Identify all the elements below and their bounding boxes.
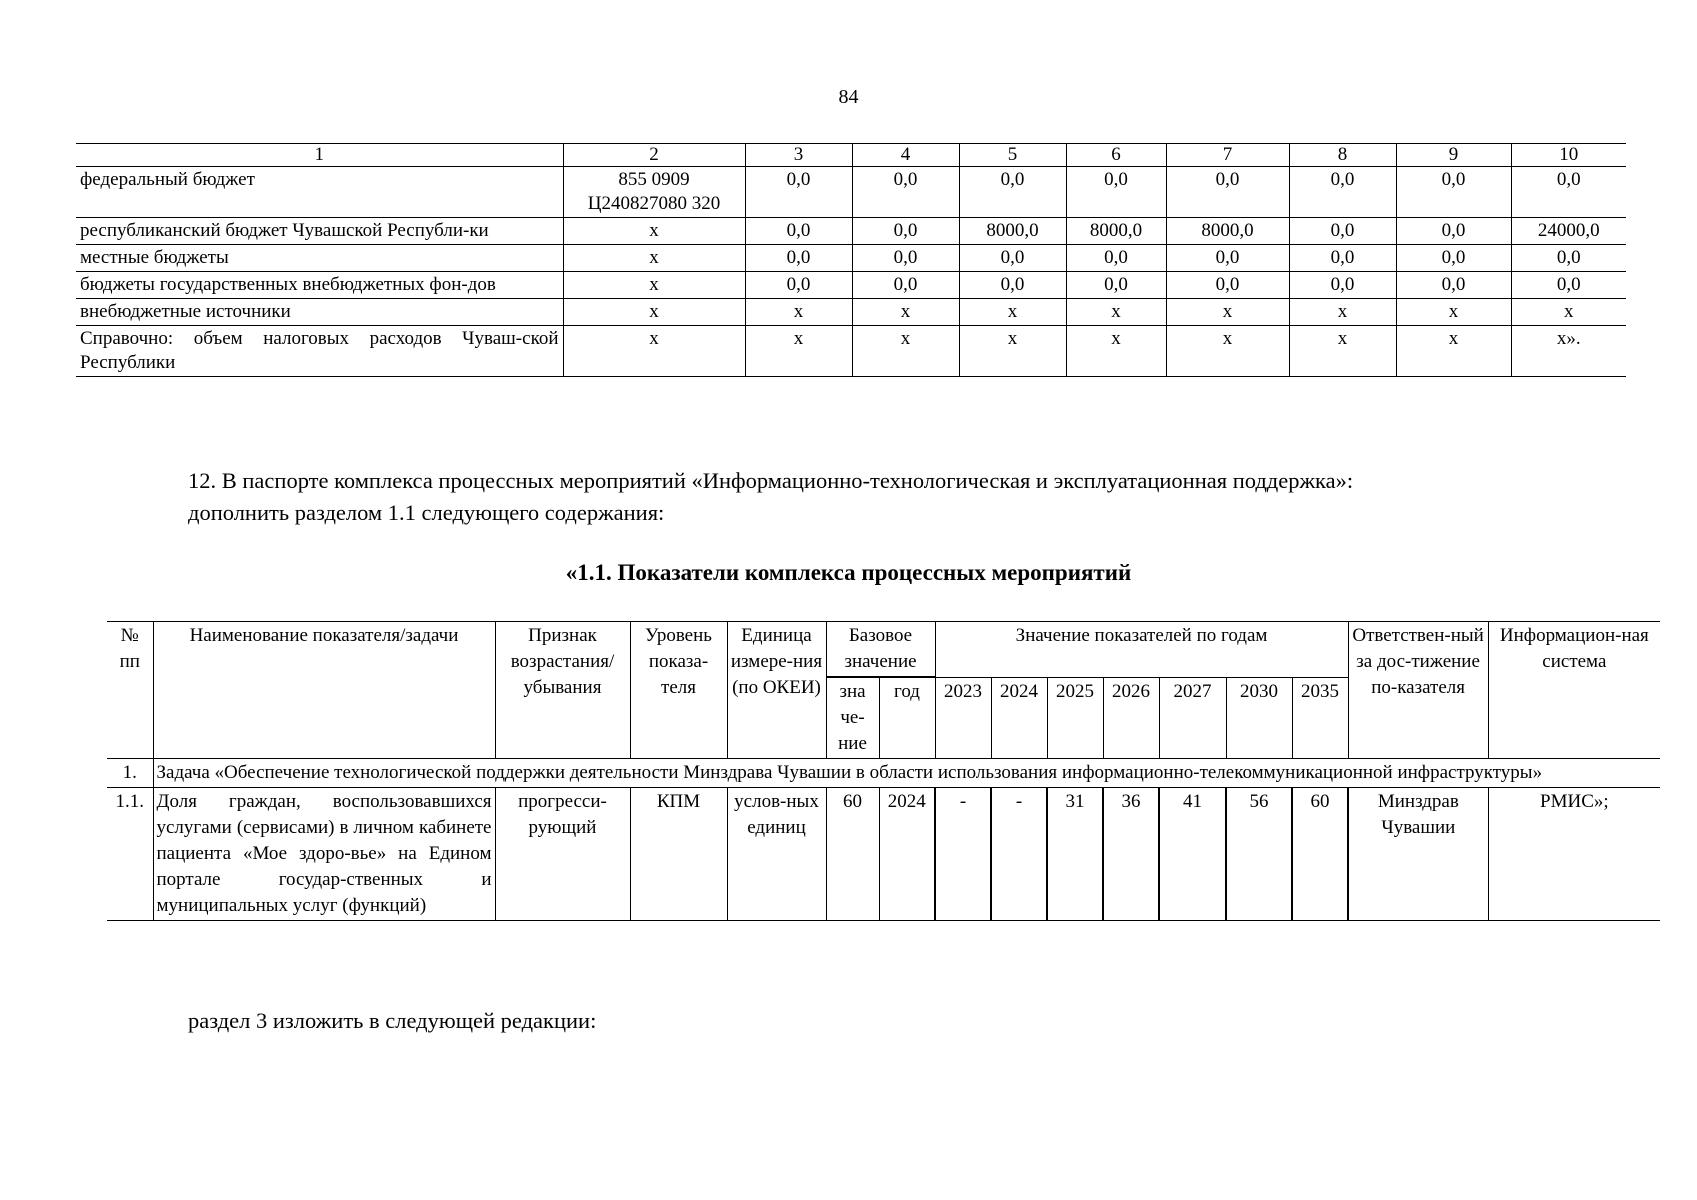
- row-year-value: -: [935, 788, 991, 921]
- column-number-row: [76, 144, 1626, 167]
- cell-value: 0,0: [852, 272, 959, 299]
- cell-value: 0,0: [1396, 218, 1511, 245]
- cell-value: 0,0: [1396, 272, 1511, 299]
- cell-value: 0,0: [1396, 167, 1511, 218]
- paragraph-last: раздел 3 изложить в следующей редакции:: [188, 1008, 597, 1033]
- row-year-value: -: [991, 788, 1047, 921]
- cell-value: 0,0: [1511, 167, 1626, 218]
- table-row: [76, 245, 1626, 272]
- header-years-title: Значение показателей по годам: [935, 622, 1348, 678]
- cell-value: х: [852, 326, 959, 377]
- cell-value: 0,0: [959, 167, 1066, 218]
- header-year: 2023: [935, 678, 991, 759]
- table-row: [76, 167, 1626, 218]
- column-number: 8: [1289, 144, 1396, 167]
- table-row: [76, 272, 1626, 299]
- cell-value: 24000,0: [1511, 218, 1626, 245]
- cell-value: 0,0: [1289, 272, 1396, 299]
- row-num: 1.1.: [107, 788, 153, 921]
- cell-value: 0,0: [745, 218, 852, 245]
- header-level: Уровень показа-теля: [630, 622, 727, 759]
- cell-value: 0,0: [959, 272, 1066, 299]
- cell-value: х: [852, 299, 959, 326]
- cell-value: 0,0: [1289, 218, 1396, 245]
- row-responsible: Минздрав Чувашии: [1348, 788, 1488, 921]
- column-number: 6: [1066, 144, 1166, 167]
- column-number: 9: [1396, 144, 1511, 167]
- header-year: 2024: [991, 678, 1047, 759]
- row-year-value: 36: [1103, 788, 1159, 921]
- budget-code: х: [563, 218, 745, 245]
- cell-value: 0,0: [959, 245, 1066, 272]
- row-label: бюджеты государственных внебюджетных фон-дов: [76, 272, 563, 299]
- header-year: 2025: [1047, 678, 1103, 759]
- cell-value: х: [1289, 326, 1396, 377]
- header-year: 2027: [1159, 678, 1226, 759]
- row-base-year: 2024: [879, 788, 935, 921]
- column-number: 3: [745, 144, 852, 167]
- budget-code: 855 0909 Ц240827080 320: [563, 167, 745, 218]
- header-sign: Признак возрастания/ убывания: [495, 622, 630, 759]
- table-row: [76, 299, 1626, 326]
- header-base: Базовое значение: [826, 622, 935, 677]
- row-year-value: 41: [1159, 788, 1226, 921]
- section-heading: «1.1. Показатели комплекса процессных мероприятий: [565, 560, 1132, 585]
- header-year: 2035: [1292, 678, 1348, 759]
- column-number: 1: [76, 144, 563, 167]
- cell-value: 0,0: [852, 167, 959, 218]
- cell-value: 0,0: [1066, 167, 1166, 218]
- cell-value: х: [1511, 299, 1626, 326]
- row-sign: прогресси-рующий: [495, 788, 630, 921]
- column-number: 4: [852, 144, 959, 167]
- indicators-table: [107, 621, 1660, 921]
- cell-value: 0,0: [1511, 245, 1626, 272]
- header-num: № пп: [107, 622, 153, 759]
- header-name: Наименование показателя/задачи: [153, 622, 495, 759]
- header-year: 2030: [1226, 678, 1292, 759]
- cell-value: 0,0: [745, 167, 852, 218]
- row-system: РМИС»;: [1488, 788, 1660, 921]
- funding-table: [76, 143, 1626, 377]
- budget-code: х: [563, 245, 745, 272]
- cell-value: 0,0: [1289, 167, 1396, 218]
- cell-value: х: [1066, 326, 1166, 377]
- cell-value: 0,0: [1066, 272, 1166, 299]
- header-system: Информацион-ная система: [1488, 622, 1660, 759]
- cell-value: 8000,0: [1066, 218, 1166, 245]
- cell-value: 0,0: [745, 245, 852, 272]
- column-number: 5: [959, 144, 1066, 167]
- row-year-value: 60: [1292, 788, 1348, 921]
- cell-value: 0,0: [852, 245, 959, 272]
- row-label: республиканский бюджет Чувашской Республи-ки: [76, 218, 563, 245]
- cell-value: 8000,0: [1166, 218, 1289, 245]
- cell-value: х: [745, 299, 852, 326]
- task-num: 1.: [107, 759, 153, 788]
- cell-value: х: [959, 299, 1066, 326]
- row-year-value: 31: [1047, 788, 1103, 921]
- cell-value: 0,0: [1166, 167, 1289, 218]
- budget-code: х: [563, 272, 745, 299]
- header-unit: Единица измере-ния (по ОКЕИ): [727, 622, 826, 759]
- header-base-year: год: [879, 678, 935, 759]
- row-base-value: 60: [826, 788, 879, 921]
- cell-value: х: [1396, 299, 1511, 326]
- row-year-value: 56: [1226, 788, 1292, 921]
- cell-value: 0,0: [852, 218, 959, 245]
- cell-value: х».: [1511, 326, 1626, 377]
- budget-code: х: [563, 326, 745, 377]
- cell-value: х: [1066, 299, 1166, 326]
- header-base-value: зна че-ние: [826, 678, 879, 759]
- row-name: Доля граждан, воспользовавшихся услугами (сервисами) в личном кабинете пациента «Мое здоро-вье» на Едином портале государ-ственных и муниципальных услуг (функций): [153, 788, 495, 921]
- cell-value: х: [1166, 299, 1289, 326]
- cell-value: 0,0: [1166, 245, 1289, 272]
- header-responsible: Ответствен-ный за дос-тижение по-казателя: [1348, 622, 1488, 759]
- cell-value: 0,0: [745, 272, 852, 299]
- cell-value: 0,0: [1396, 245, 1511, 272]
- cell-value: 0,0: [1066, 245, 1166, 272]
- cell-value: х: [1396, 326, 1511, 377]
- cell-value: 0,0: [1289, 245, 1396, 272]
- cell-value: х: [959, 326, 1066, 377]
- column-number: 10: [1511, 144, 1626, 167]
- table-row: [76, 218, 1626, 245]
- column-number: 7: [1166, 144, 1289, 167]
- row-label: Справочно: объем налоговых расходов Чуваш-ской Республики: [76, 326, 563, 377]
- cell-value: х: [1166, 326, 1289, 377]
- cell-value: 0,0: [1166, 272, 1289, 299]
- paragraph-12-line2: дополнить разделом 1.1 следующего содержания:: [188, 500, 665, 525]
- cell-value: х: [1289, 299, 1396, 326]
- cell-value: 0,0: [1511, 272, 1626, 299]
- paragraph-12-line1: 12. В паспорте комплекса процессных мероприятий «Информационно-технологическая и эксплуатационная поддержка»:: [188, 468, 1354, 493]
- task-text: Задача «Обеспечение технологической поддержки деятельности Минздрава Чувашии в области использования информационно-телекоммуникационной инфраструктуры»: [153, 759, 1660, 788]
- row-unit: услов-ных единиц: [727, 788, 826, 921]
- row-label: местные бюджеты: [76, 245, 563, 272]
- row-level: КПМ: [630, 788, 727, 921]
- header-year: 2026: [1103, 678, 1159, 759]
- table-row: [76, 326, 1626, 377]
- page-number: 84: [838, 86, 859, 108]
- cell-value: 8000,0: [959, 218, 1066, 245]
- cell-value: х: [745, 326, 852, 377]
- column-number: 2: [563, 144, 745, 167]
- budget-code: х: [563, 299, 745, 326]
- row-label: внебюджетные источники: [76, 299, 563, 326]
- row-label: федеральный бюджет: [76, 167, 563, 218]
